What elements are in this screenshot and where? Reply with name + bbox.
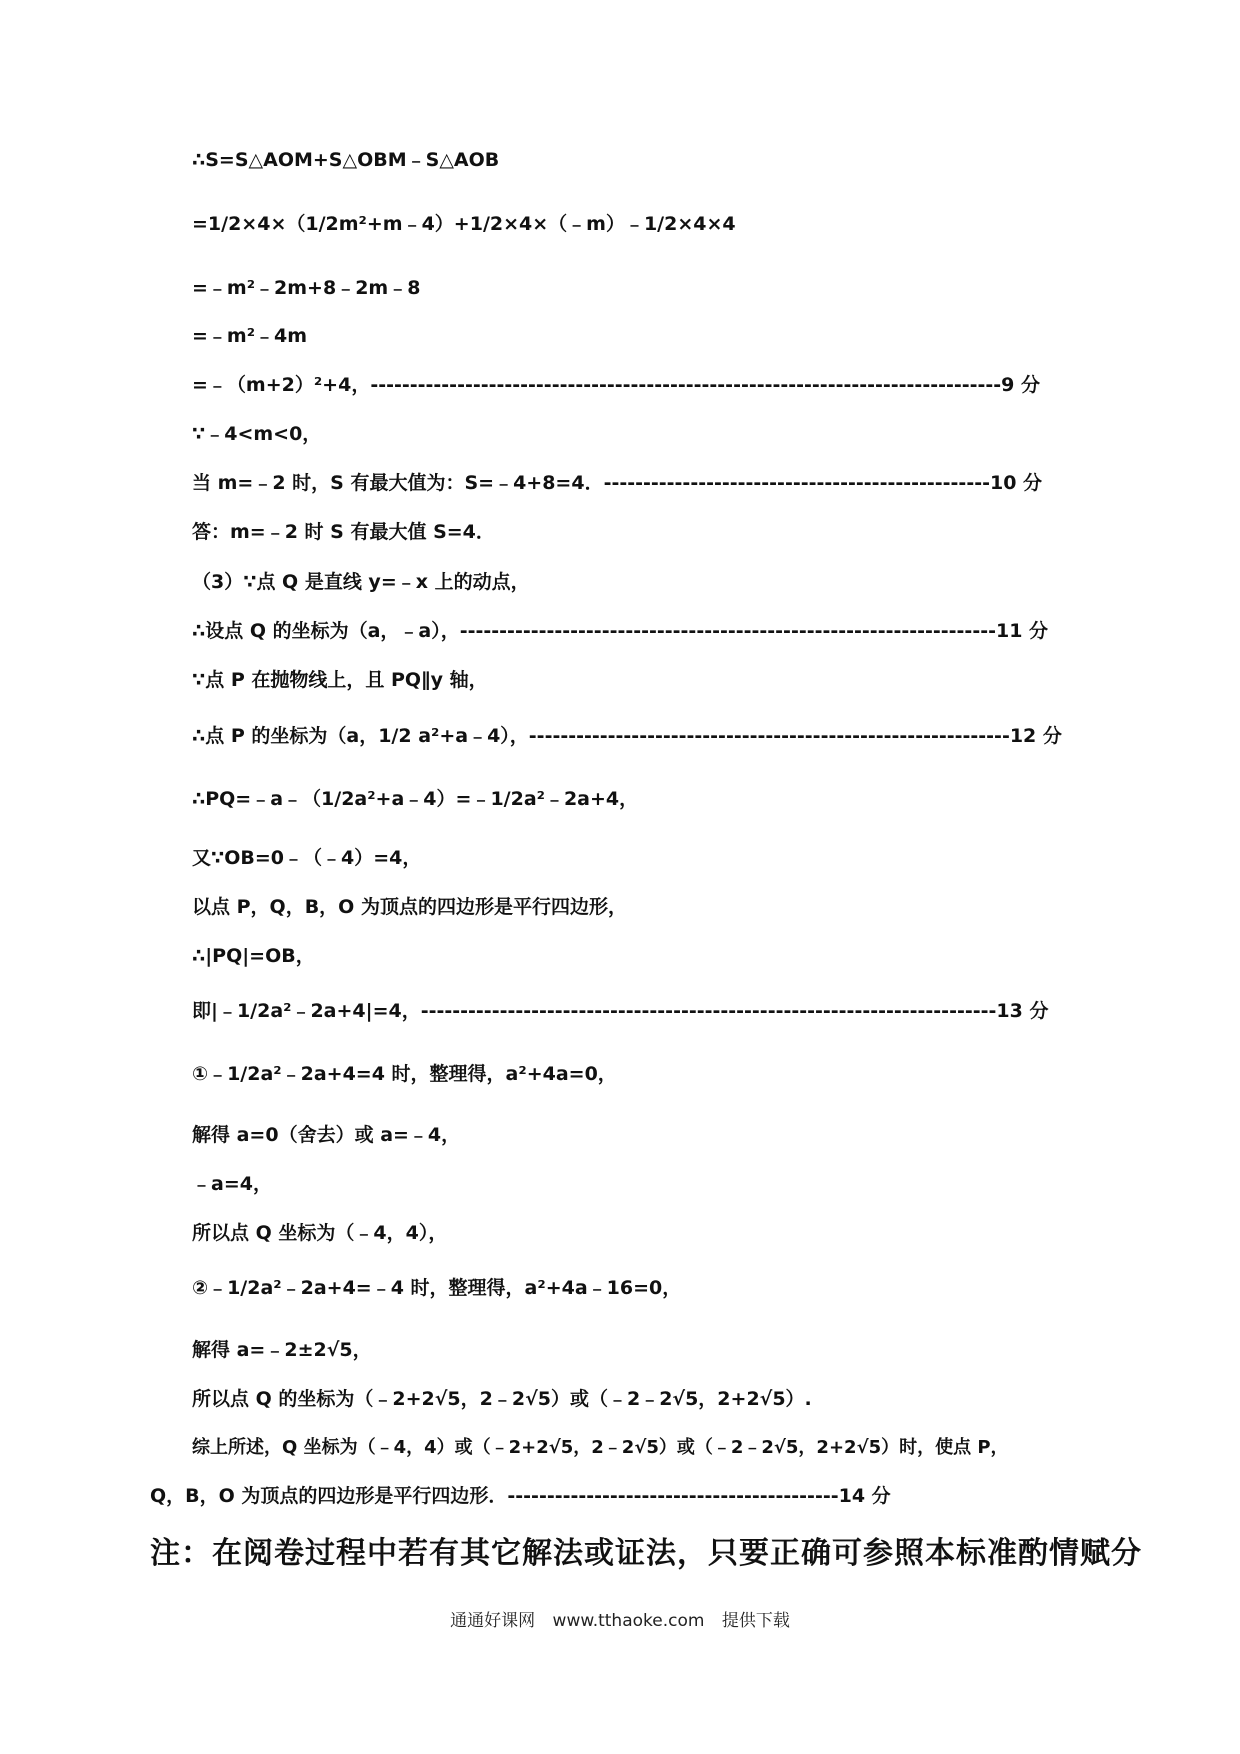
solution-line-20: ﹣a=4， xyxy=(192,1173,272,1195)
solution-line-13: ∴PQ=﹣a﹣（1/2a²+a﹣4）=﹣1/2a²﹣2a+4， xyxy=(192,788,639,810)
footer-url[interactable]: www.tthaoke.com xyxy=(552,1611,705,1631)
solution-line-5: =﹣（m+2）²+4，--------------------------------------------------------------------------------9 分 xyxy=(192,374,1041,396)
solution-line-24: 所以点 Q 的坐标为（﹣2+2√5，2﹣2√5）或（﹣2﹣2√5，2+2√5）. xyxy=(192,1388,812,1410)
solution-line-11: ∵点 P 在抛物线上，且 PQ∥y 轴， xyxy=(192,669,488,691)
solution-line-14: 又∵OB=0﹣（﹣4）=4， xyxy=(192,847,422,869)
solution-line-6: ∵﹣4<m<0， xyxy=(192,423,322,445)
solution-line-22: ②﹣1/2a²﹣2a+4=﹣4 时，整理得，a²+4a﹣16=0， xyxy=(192,1277,682,1299)
solution-line-1: ∴S=S△AOM+S△OBM﹣S△AOB xyxy=(192,149,500,171)
solution-line-23: 解得 a=﹣2±2√5， xyxy=(192,1339,372,1361)
solution-line-21: 所以点 Q 坐标为（﹣4，4）， xyxy=(192,1222,448,1244)
solution-line-2: =1/2×4×（1/2m²+m﹣4）+1/2×4×（﹣m）﹣1/2×4×4 xyxy=(192,213,736,235)
solution-line-10: ∴设点 Q 的坐标为（a，﹣a），--------------------------------------------------------------------11 分 xyxy=(192,620,1049,642)
solution-line-26: Q，B，O 为顶点的四边形是平行四边形．------------------------------------------14 分 xyxy=(150,1485,891,1507)
solution-line-25: 综上所述，Q 坐标为（﹣4，4）或（﹣2+2√5，2﹣2√5）或（﹣2﹣2√5，2+2√5）时，使点 P， xyxy=(192,1437,1009,1458)
solution-line-4: =﹣m²﹣4m xyxy=(192,325,308,347)
page-footer xyxy=(0,1606,1240,1631)
solution-line-17: 即|﹣1/2a²﹣2a+4|=4，-------------------------------------------------------------------------13 分 xyxy=(192,1000,1049,1022)
solution-line-16: ∴|PQ|=OB， xyxy=(192,945,315,967)
solution-line-8: 答：m=﹣2 时 S 有最大值 S=4． xyxy=(192,521,495,543)
solution-line-3: =﹣m²﹣2m+8﹣2m﹣8 xyxy=(192,277,421,299)
solution-line-12: ∴点 P 的坐标为（a，1/2 a²+a﹣4），-------------------------------------------------------------12 分 xyxy=(192,725,1062,747)
solution-line-9: （3）∵点 Q 是直线 y=﹣x 上的动点， xyxy=(192,571,530,593)
solution-line-7: 当 m=﹣2 时，S 有最大值为：S=﹣4+8=4．-------------------------------------------------10 分 xyxy=(192,472,1043,494)
solution-line-18: ①﹣1/2a²﹣2a+4=4 时，整理得，a²+4a=0， xyxy=(192,1063,617,1085)
solution-line-19: 解得 a=0（舍去）或 a=﹣4， xyxy=(192,1124,461,1146)
solution-line-15: 以点 P，Q，B，O 为顶点的四边形是平行四边形， xyxy=(192,896,627,918)
grading-note: 注：在阅卷过程中若有其它解法或证法，只要正确可参照本标准酌情赋分 xyxy=(150,1536,1142,1571)
footer-suffix: 提供下载 xyxy=(721,1611,790,1631)
footer-site-name: 通通好课网 xyxy=(450,1611,536,1631)
